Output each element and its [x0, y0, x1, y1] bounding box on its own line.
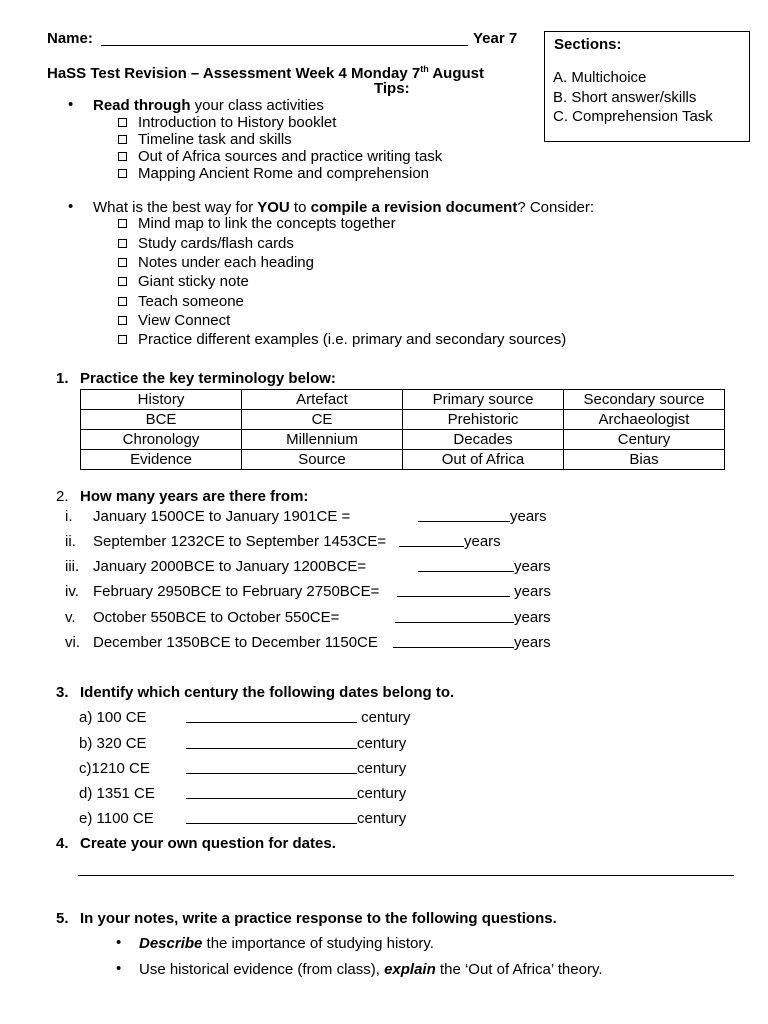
q5-text: Use historical evidence (from class),: [139, 961, 385, 978]
checkbox-icon[interactable]: [118, 335, 127, 344]
checklist-item[interactable]: [118, 254, 314, 271]
checklist-item[interactable]: [118, 273, 249, 290]
checklist-label: Practice different examples (i.e. primary and secondary sources): [138, 331, 567, 348]
q2-answer[interactable]: [399, 533, 501, 550]
terminology-table: [80, 389, 725, 470]
q2-item-suffix: years: [514, 558, 551, 575]
q1-number: 1.: [56, 370, 69, 387]
q2-answer[interactable]: [418, 558, 551, 575]
title-end: August: [428, 65, 484, 82]
answer-blank[interactable]: [186, 785, 357, 799]
checkbox-icon[interactable]: [118, 258, 127, 267]
read-through-bold: Read through: [93, 97, 191, 114]
table-cell: Decades: [403, 430, 564, 450]
checklist-item[interactable]: [118, 131, 292, 148]
answer-blank[interactable]: [186, 735, 357, 749]
checkbox-icon[interactable]: [118, 239, 127, 248]
bullet-icon: •: [68, 198, 74, 215]
table-row: [81, 450, 725, 470]
bullet-icon: •: [68, 96, 74, 113]
answer-blank[interactable]: [186, 760, 357, 774]
q5-title: In your notes, write a practice response to the following questions.: [80, 910, 557, 927]
q4-title: Create your own question for dates.: [80, 835, 336, 852]
table-cell: Chronology: [81, 430, 242, 450]
checkbox-icon[interactable]: [118, 169, 127, 178]
name-answer-line[interactable]: [101, 45, 468, 46]
answer-blank[interactable]: [418, 558, 514, 572]
q2-answer[interactable]: [393, 634, 551, 651]
q2-item-text: September 1232CE to September 1453CE=: [93, 533, 387, 550]
q2-item-label: iii.: [65, 558, 80, 575]
q2-answer[interactable]: [395, 609, 551, 626]
q5-emphasis: Describe: [139, 935, 203, 952]
year-label: Year 7: [473, 30, 518, 47]
q5-text: the ‘Out of Africa’ theory.: [435, 961, 603, 978]
revision-bold: compile a revision document: [310, 199, 518, 216]
checkbox-icon[interactable]: [118, 219, 127, 228]
q3-number: 3.: [56, 684, 69, 701]
q1-title: Practice the key terminology below:: [80, 370, 336, 387]
checklist-label: Timeline task and skills: [138, 131, 292, 148]
checkbox-icon[interactable]: [118, 277, 127, 286]
table-cell: Artefact: [242, 390, 403, 410]
revision-text: What is the best way for: [93, 199, 258, 216]
q3-answer[interactable]: [186, 735, 406, 752]
answer-blank[interactable]: [399, 533, 464, 547]
answer-blank[interactable]: [397, 583, 510, 597]
checklist-label: Mind map to link the concepts together: [138, 215, 396, 232]
q2-item-label: vi.: [65, 634, 80, 651]
q4-number: 4.: [56, 835, 69, 852]
q3-item-label: d) 1351 CE: [79, 785, 155, 802]
q3-item-label: c)1210 CE: [79, 760, 150, 777]
checklist-item[interactable]: [118, 215, 396, 232]
table-cell: Archaeologist: [564, 410, 725, 430]
checklist-item[interactable]: [118, 114, 336, 131]
table-cell: Out of Africa: [403, 450, 564, 470]
answer-blank[interactable]: [395, 609, 514, 623]
name-label: Name:: [47, 30, 93, 47]
revision-text: to: [289, 199, 311, 216]
answer-blank[interactable]: [418, 508, 510, 522]
q2-item-suffix: years: [510, 508, 547, 525]
checklist-label: Out of Africa sources and practice writing task: [138, 148, 443, 165]
q2-item-text: October 550BCE to October 550CE=: [93, 609, 340, 626]
q2-item-suffix: years: [464, 533, 501, 550]
sections-heading: Sections:: [554, 36, 622, 53]
q3-title: Identify which century the following dates belong to.: [80, 684, 455, 701]
q3-item-suffix: century: [357, 760, 407, 777]
bullet-icon: •: [116, 934, 122, 951]
answer-blank[interactable]: [186, 709, 357, 723]
q2-item-label: i.: [65, 508, 73, 525]
checkbox-icon[interactable]: [118, 135, 127, 144]
q3-answer[interactable]: [186, 785, 406, 802]
table-row: [81, 410, 725, 430]
q2-number: 2.: [56, 488, 69, 505]
checkbox-icon[interactable]: [118, 152, 127, 161]
checklist-item[interactable]: [118, 165, 429, 182]
answer-blank[interactable]: [186, 810, 357, 824]
title-superscript: th: [420, 64, 429, 74]
q2-item-suffix: years: [514, 634, 551, 651]
table-cell: Century: [564, 430, 725, 450]
table-cell: Bias: [564, 450, 725, 470]
q3-item-label: e) 1100 CE: [79, 810, 154, 827]
checkbox-icon[interactable]: [118, 297, 127, 306]
q5-emphasis: explain: [384, 961, 436, 978]
checklist-label: Giant sticky note: [138, 273, 249, 290]
q2-item-text: December 1350BCE to December 1150CE: [93, 634, 378, 651]
q2-title: How many years are there from:: [80, 488, 309, 505]
checklist-item[interactable]: [118, 312, 230, 329]
q3-answer[interactable]: [186, 760, 406, 777]
q3-item-suffix: century: [357, 709, 411, 726]
checklist-label: Notes under each heading: [138, 254, 314, 271]
q2-item-text: February 2950BCE to February 2750BCE=: [93, 583, 380, 600]
checklist-label: View Connect: [138, 312, 231, 329]
q2-item-suffix: years: [510, 583, 551, 600]
q2-answer[interactable]: [418, 508, 547, 525]
q3-answer[interactable]: [186, 810, 406, 827]
bullet-icon: •: [116, 960, 122, 977]
table-cell: Source: [242, 450, 403, 470]
table-cell: Millennium: [242, 430, 403, 450]
read-through-rest: your class activities: [190, 97, 324, 114]
q2-item-label: ii.: [65, 533, 76, 550]
checklist-label: Study cards/flash cards: [138, 235, 294, 252]
checklist-label: Mapping Ancient Rome and comprehension: [138, 165, 430, 182]
q3-item-suffix: century: [357, 785, 407, 802]
table-cell: CE: [242, 410, 403, 430]
title-main: HaSS Test Revision – Assessment Week 4 Monday 7: [47, 65, 421, 82]
section-item: C. Comprehension Task: [553, 108, 713, 125]
revision-text: ? Consider:: [517, 199, 595, 216]
checklist-item[interactable]: [118, 331, 566, 348]
table-row: [81, 430, 725, 450]
table-cell: Primary source: [403, 390, 564, 410]
revision-bold: YOU: [257, 199, 290, 216]
q2-item-label: iv.: [65, 583, 79, 600]
checklist-item[interactable]: [118, 148, 442, 165]
checkbox-icon[interactable]: [118, 316, 127, 325]
q4-answer-line[interactable]: [78, 875, 734, 876]
checklist-item[interactable]: [118, 235, 294, 252]
section-item: A. Multichoice: [553, 69, 647, 86]
table-cell: Secondary source: [564, 390, 725, 410]
answer-blank[interactable]: [393, 634, 514, 648]
revision-question: [93, 199, 594, 216]
checklist-label: Introduction to History booklet: [138, 114, 337, 131]
table-cell: BCE: [81, 410, 242, 430]
q3-item-suffix: century: [357, 735, 407, 752]
q2-item-label: v.: [65, 609, 76, 626]
checklist-label: Teach someone: [138, 293, 244, 310]
q5-number: 5.: [56, 910, 69, 927]
page-title: [47, 64, 484, 82]
table-cell: Evidence: [81, 450, 242, 470]
q2-answer[interactable]: [397, 583, 551, 600]
sections-box: [544, 31, 750, 142]
table-row: [81, 390, 725, 410]
q3-item-label: a) 100 CE: [79, 709, 147, 726]
q5-bullet-describe: [139, 935, 434, 952]
q3-answer[interactable]: [186, 709, 410, 726]
checklist-item[interactable]: [118, 293, 244, 310]
read-through-line: [93, 97, 324, 114]
q2-item-text: January 1500CE to January 1901CE =: [93, 508, 351, 525]
q2-item-text: January 2000BCE to January 1200BCE=: [93, 558, 367, 575]
tips-heading: Tips:: [374, 80, 410, 97]
checkbox-icon[interactable]: [118, 118, 127, 127]
q3-item-label: b) 320 CE: [79, 735, 147, 752]
q2-item-suffix: years: [514, 609, 551, 626]
q5-bullet-explain: [139, 961, 603, 978]
section-item: B. Short answer/skills: [553, 89, 697, 106]
table-cell: Prehistoric: [403, 410, 564, 430]
q3-item-suffix: century: [357, 810, 407, 827]
table-cell: History: [81, 390, 242, 410]
q5-text: the importance of studying history.: [202, 935, 434, 952]
